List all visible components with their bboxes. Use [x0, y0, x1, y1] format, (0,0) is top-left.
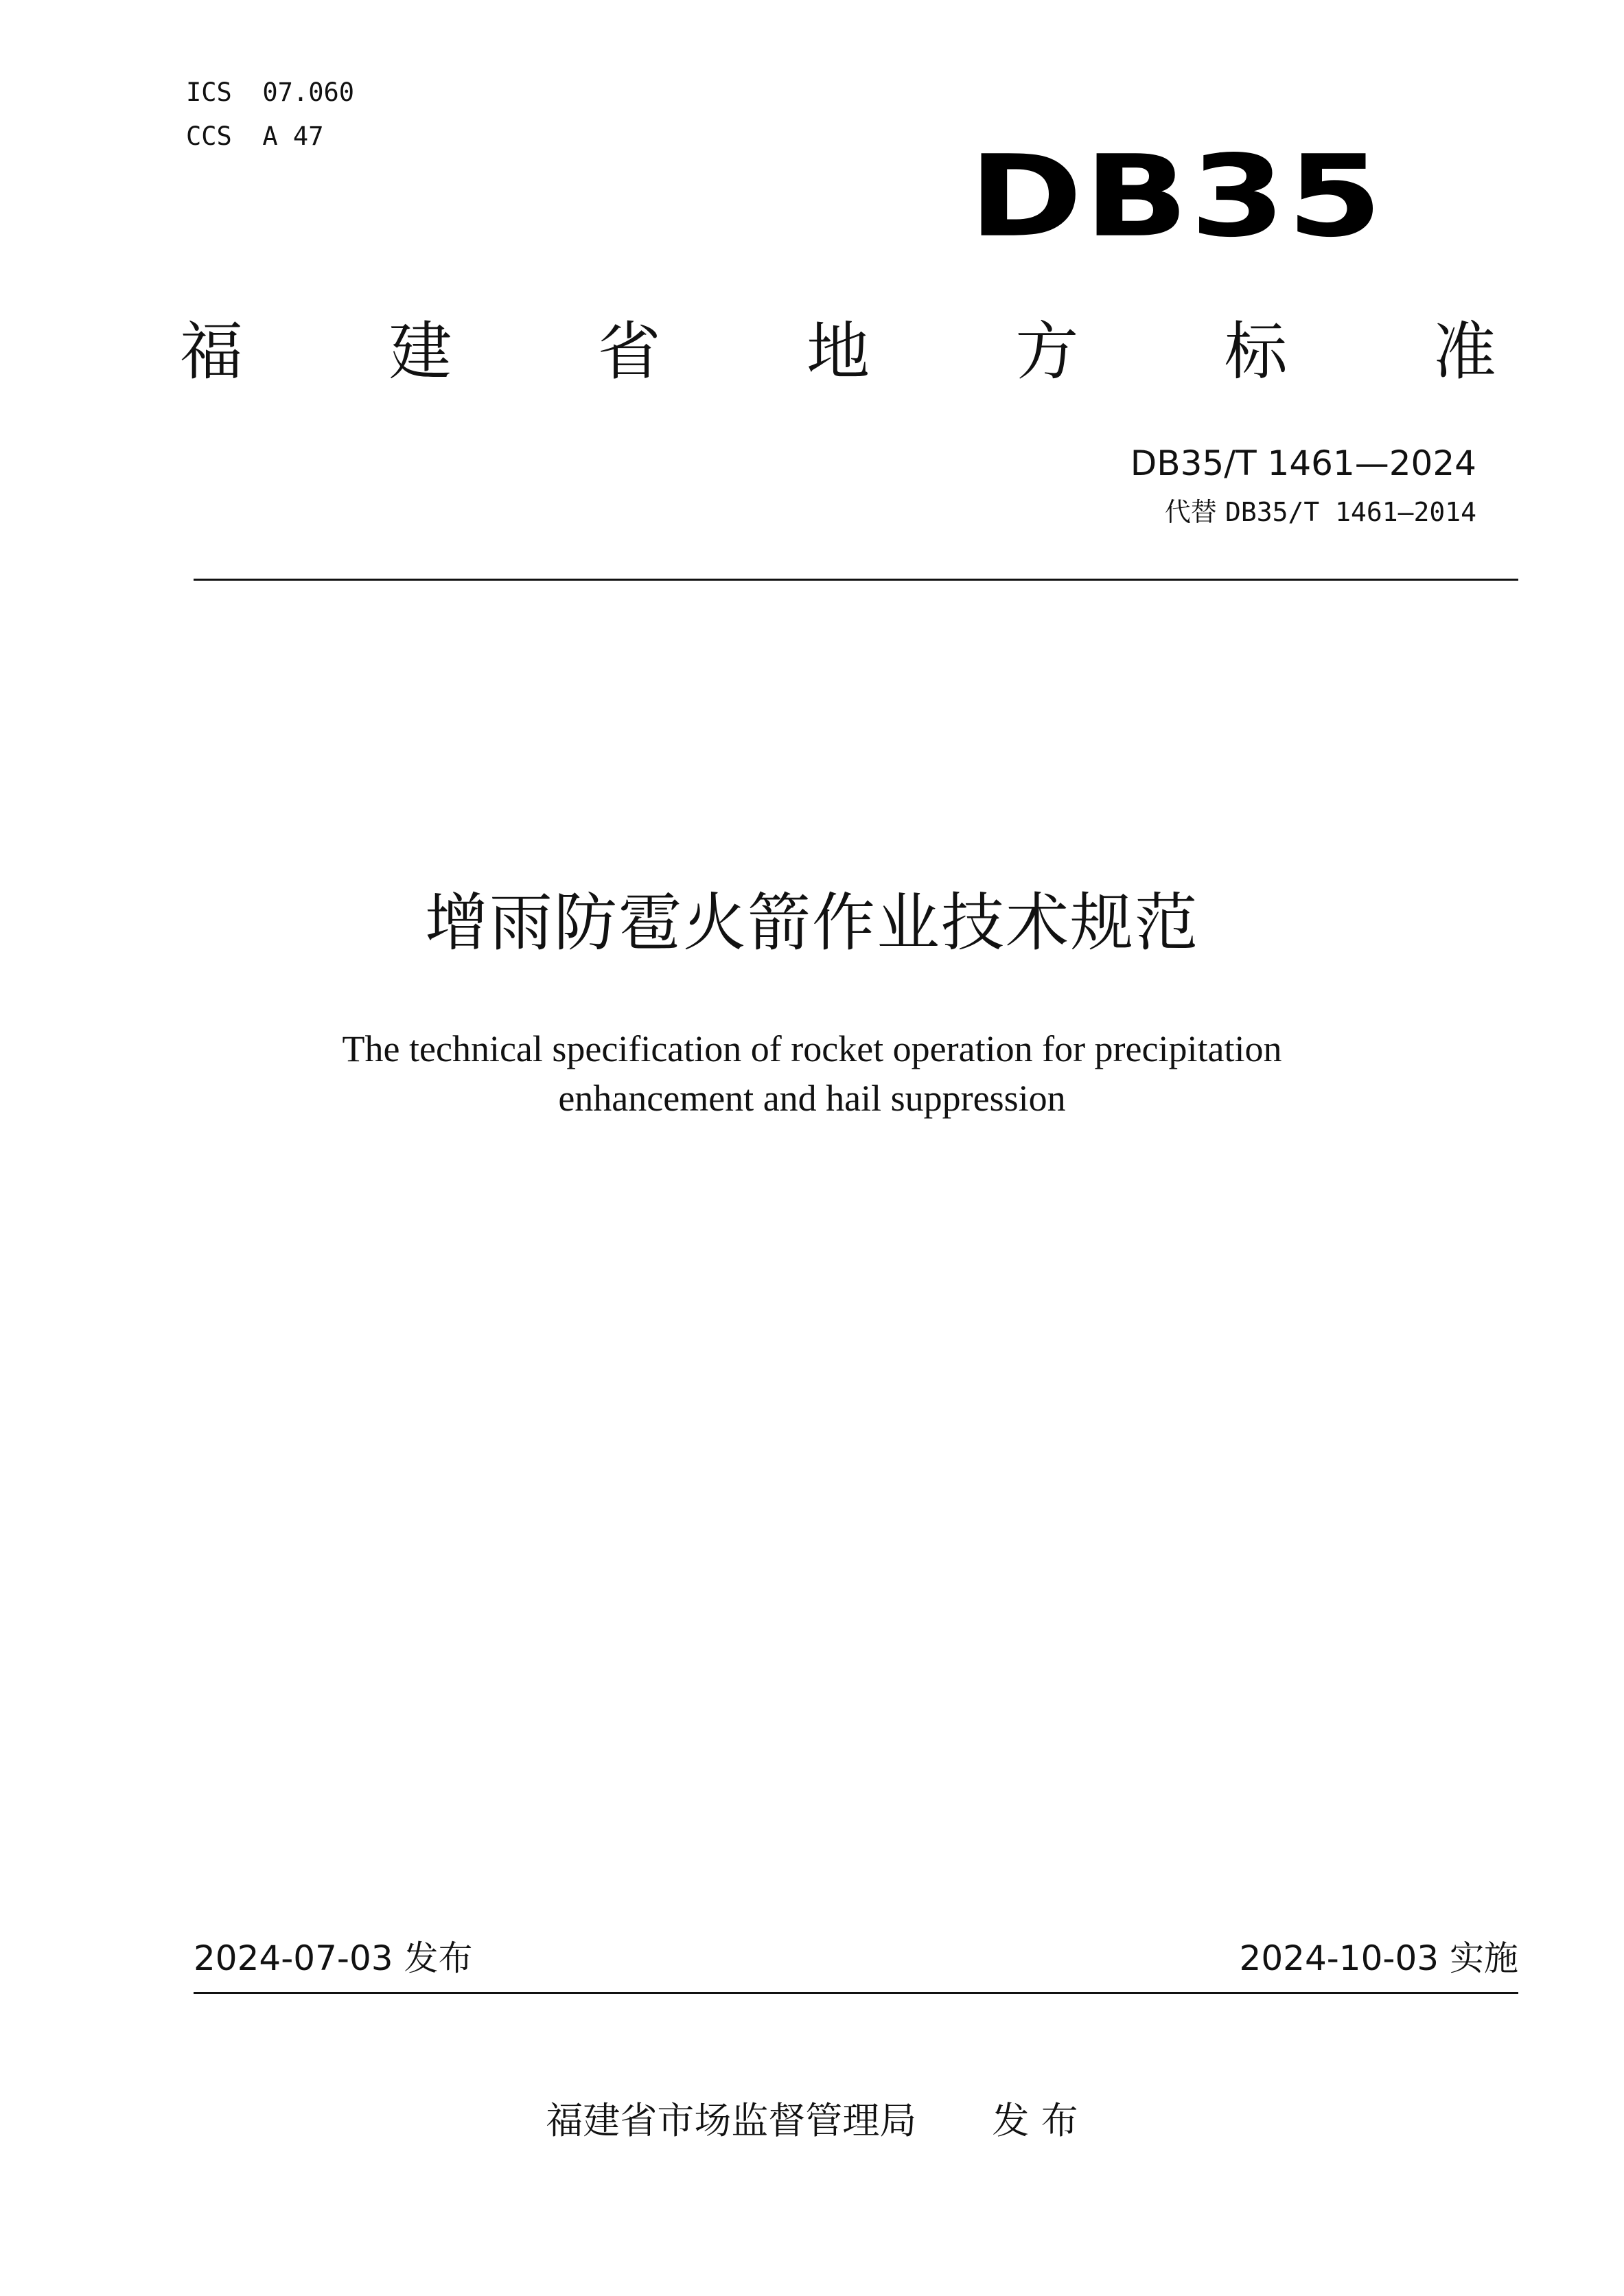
category-char: 地: [806, 315, 870, 389]
category-char: 福: [180, 315, 244, 389]
ccs-code: CCS A 47: [186, 121, 324, 151]
publisher-name: 福建省市场监督管理局: [546, 2099, 917, 2142]
category-char: 建: [388, 315, 452, 389]
replaced-standard-number: DB35/T 1461—2014: [1225, 497, 1476, 527]
publisher-line: [0, 2099, 1624, 2142]
footer-divider: [194, 1992, 1518, 1994]
category-char: 标: [1224, 315, 1288, 389]
english-title-line: The technical specification of rocket operation for precipitation: [342, 1028, 1282, 1069]
document-title-chinese: 增雨防雹火箭作业技术规范: [424, 886, 1199, 960]
publish-action: 发 布: [992, 2099, 1078, 2142]
category-char: 方: [1015, 315, 1079, 389]
category-char: 省: [597, 315, 661, 389]
header-divider: [194, 579, 1518, 581]
replaces-label: 代替: [1164, 497, 1217, 527]
standard-category-title: [180, 314, 1496, 390]
english-title-line: enhancement and hail suppression: [558, 1078, 1066, 1119]
standard-number: DB35/T 1461—2024: [1130, 443, 1476, 483]
db35-logo: DB35: [968, 131, 1384, 263]
category-char: 准: [1432, 315, 1496, 389]
ics-code: ICS 07.060: [186, 78, 355, 107]
issue-date: 2024-07-03 发布: [194, 1938, 473, 1978]
replaces-line: [1165, 499, 1476, 525]
implementation-date: 2024-10-03 实施: [1239, 1938, 1518, 1978]
document-title-english: [0, 1024, 1624, 1123]
